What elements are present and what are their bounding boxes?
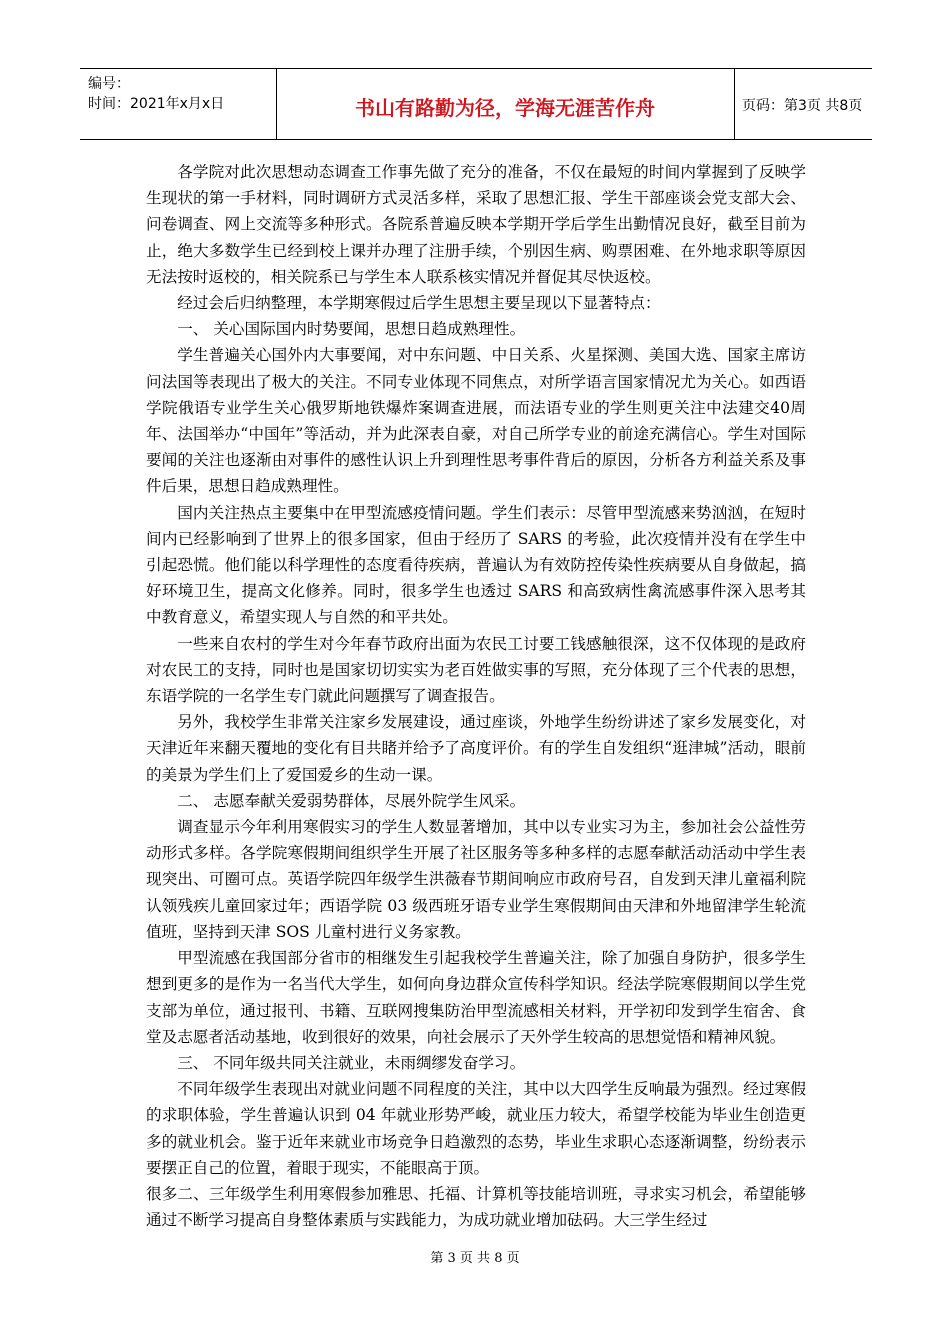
page-header <box>80 68 872 140</box>
body-paragraph: 很多二、三年级学生利用寒假参加雅思、托福、计算机等技能培训班，寻求实习机会，希望能够通过不断学习提高自身整体素质与实践能力，为成功就业增加砝码。大三学生经过 <box>146 1184 806 1230</box>
body-paragraph: 学生普遍关心国外内大事要闻，对中东问题、中日关系、火星探测、美国大选、国家主席访问法国等表现出了极大的关注。不同专业体现不同焦点，对所学语言国家情况尤为关心。如西语学院俄语专业学生关心俄罗斯地铁爆炸案调查进展，而法语专业的学生则更关注中法建交40周年、法国举办“中国年”等活动，并为此深表自豪，对自己所学专业的前途充满信心。学生对国际要闻的关注也逐渐由对事件的感性认识上升到理性思考事件背后的原因，分析各方利益关系及事件后果，思想日趋成熟理性。 <box>146 346 806 496</box>
section-heading: 一、 关心国际国内时势要闻，思想日趋成熟理性。 <box>177 320 526 339</box>
document-body <box>146 159 806 1233</box>
document-number-label: 编号： <box>88 76 130 92</box>
header-motto-cell <box>276 69 735 139</box>
body-paragraph: 经过会后归纳整理，本学期寒假过后学生思想主要呈现以下显著特点： <box>177 294 661 313</box>
body-paragraph: 另外，我校学生非常关注家乡发展建设，通过座谈，外地学生纷纷讲述了家乡发展变化，对天津近年来翻天覆地的变化有目共睹并给予了高度评价。有的学生自发组织“逛津城”活动，眼前的美景为学生们上了爱国爱乡的生动一课。 <box>146 713 806 784</box>
header-page-info: 页码：第3页 共8页 <box>742 98 863 114</box>
section-heading: 二、 志愿奉献关爱弱势群体，尽展外院学生风采。 <box>177 791 526 810</box>
section-heading: 三、 不同年级共同关注就业，未雨绸缪发奋学习。 <box>177 1053 526 1072</box>
document-date: 时间：2021年x月x日 <box>88 96 225 112</box>
body-paragraph: 调查显示今年利用寒假实习的学生人数显著增加，其中以专业实习为主，参加社会公益性劳动形式多样。各学院寒假期间组织学生开展了社区服务等多种多样的志愿奉献活动活动中学生表现突出、可圈可点。英语学院四年级学生洪薇春节期间响应市政府号召，自发到天津儿童福利院认领残疾儿童回家过年；西语学院 03 级西班牙语专业学生寒假期间由天津和外地留津学生轮流值班，坚持到天津 SOS 儿童村进行义务家教。 <box>146 818 806 941</box>
body-paragraph: 一些来自农村的学生对今年春节政府出面为农民工讨要工钱感触很深，这不仅体现的是政府对农民工的支持，同时也是国家切切实实为老百姓做实事的写照，充分体现了三个代表的思想，东语学院的一名学生专门就此问题撰写了调查报告。 <box>146 634 806 706</box>
header-motto: 书山有路勤为径，学海无涯苦作舟 <box>355 96 655 120</box>
page-footer: 第 3 页 共 8 页 <box>430 1251 520 1266</box>
body-paragraph: 国内关注热点主要集中在甲型流感疫情问题。学生们表示：尽管甲型流感来势汹汹，在短时间内已经影响到了世界上的很多国家，但由于经历了 SARS 的考验，此次疫情并没有在学生中引起恐慌。他们能以科学理性的态度看待疾病，普遍认为有效防控传染性疾病要从自身做起，搞好环境卫生，提高文化修养。同时，很多学生也透过 SARS 和高致病性禽流感事件深入思考其中教育意义，希望实现人与自然的和平共处。 <box>146 503 806 627</box>
body-paragraph: 各学院对此次思想动态调查工作事先做了充分的准备，不仅在最短的时间内掌握到了反映学生现状的第一手材料，同时调研方式灵活多样，采取了思想汇报、学生干部座谈会党支部大会、问卷调查、网上交流等多种形式。各院系普遍反映本学期开学后学生出勤情况良好，截至目前为止，绝大多数学生已经到校上课并办理了注册手续，个别因生病、购票困难、在外地求职等原因无法按时返校的，相关院系已与学生本人联系核实情况并督促其尽快返校。 <box>146 163 806 286</box>
body-paragraph: 甲型流感在我国部分省市的相继发生引起我校学生普遍关注，除了加强自身防护，很多学生想到更多的是作为一名当代大学生，如何向身边群众宣传科学知识。经法学院寒假期间以学生党支部为单位，通过报刊、书籍、互联网搜集防治甲型流感相关材料，开学初印发到学生宿舍、食堂及志愿者活动基地，收到很好的效果，向社会展示了天外学生较高的思想觉悟和精神风貌。 <box>146 949 806 1046</box>
header-meta-cell <box>80 69 277 139</box>
header-page-cell <box>734 69 872 139</box>
body-paragraph: 不同年级学生表现出对就业问题不同程度的关注，其中以大四学生反响最为强烈。经过寒假的求职体验，学生普遍认识到 04 年就业形势严峻，就业压力较大，希望学校能为毕业生创造更多的就业机会。鉴于近年来就业市场竞争日趋激烈的态势，毕业生求职心态逐渐调整，纷纷表示要摆正自己的位置，着眼于现实，不能眼高于顶。 <box>146 1080 806 1177</box>
